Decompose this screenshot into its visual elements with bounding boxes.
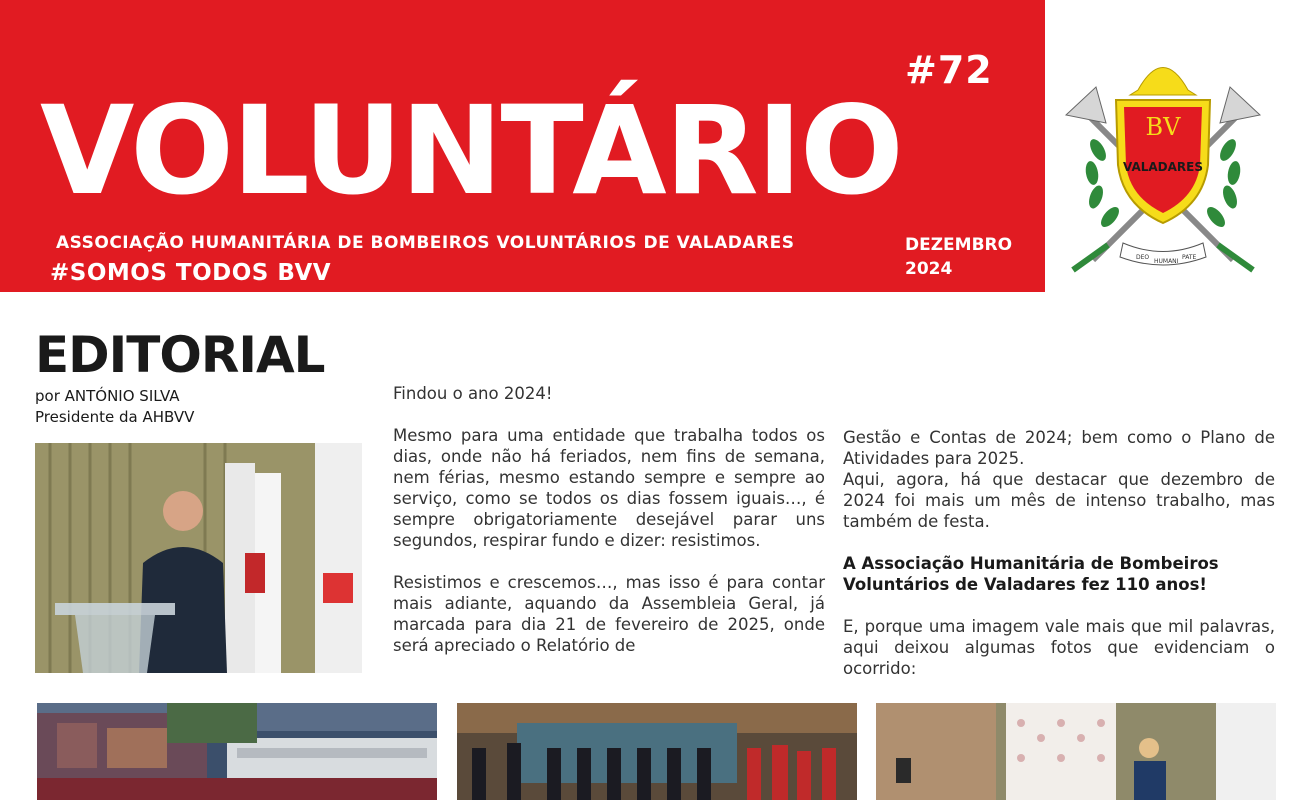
issue-month: DEZEMBRO	[905, 235, 1013, 255]
editorial-column-2	[843, 427, 1275, 679]
editorial-photo-speaker	[35, 443, 362, 673]
event-photo-night-building	[37, 703, 437, 800]
paragraph: Mesmo para uma entidade que trabalha todos os dias, onde não há feriados, nem fins de semana, nem férias, mesmo estando sempre e sempre ao serviço, como se todos os dias fossem iguais…, é sempre obrigatoriamente desejável parar uns segundos, respirar fundo e dizer: resistimos.	[393, 426, 825, 550]
event-photo-formation	[457, 703, 857, 800]
svg-text:BV: BV	[1145, 113, 1181, 141]
paragraph: Gestão e Contas de 2024; bem como o Plano de Atividades para 2025.	[843, 428, 1275, 468]
organization-name: ASSOCIAÇÃO HUMANITÁRIA DE BOMBEIROS VOLUNTÁRIOS DE VALADARES	[56, 233, 795, 253]
paragraph: Resistimos e crescemos…, mas isso é para contar mais adiante, aquando da Assembleia Geral, já marcada para dia 21 de fevereiro de 2025, onde será apreciado o Relatório de	[393, 573, 825, 655]
svg-text:HUMANI: HUMANI	[1154, 258, 1179, 265]
editorial-heading: EDITORIAL	[35, 326, 325, 384]
author-name: por ANTÓNIO SILVA	[35, 387, 180, 405]
paragraph: Aqui, agora, há que destacar que dezembro de 2024 foi mais um mês de intenso trabalho, mas também de festa.	[843, 470, 1275, 531]
event-photo-speaker-woman	[876, 703, 1276, 800]
paragraph: Findou o ano 2024!	[393, 384, 553, 403]
newsletter-title: VOLUNTÁRIO	[40, 80, 902, 222]
svg-text:VALADARES: VALADARES	[1122, 160, 1204, 174]
slogan: #SOMOS TODOS BVV	[50, 260, 332, 286]
issue-number: #72	[905, 48, 993, 92]
author-role: Presidente da AHBVV	[35, 408, 195, 426]
masthead-banner	[0, 0, 1045, 292]
fire-brigade-crest-logo	[1058, 45, 1268, 290]
editorial-byline	[35, 386, 194, 428]
editorial-column-1	[393, 383, 825, 656]
helmet-icon	[1130, 68, 1196, 96]
issue-year: 2024	[905, 259, 953, 279]
highlight-heading: A Associação Humanitária de Bombeiros Voluntários de Valadares fez 110 anos!	[843, 554, 1219, 594]
svg-text:DEO: DEO	[1136, 254, 1150, 261]
issue-date	[905, 233, 1012, 281]
svg-text:PATE: PATE	[1182, 254, 1197, 261]
paragraph: E, porque uma imagem vale mais que mil palavras, aqui deixou algumas fotos que evidenciam o ocorrido:	[843, 617, 1275, 678]
